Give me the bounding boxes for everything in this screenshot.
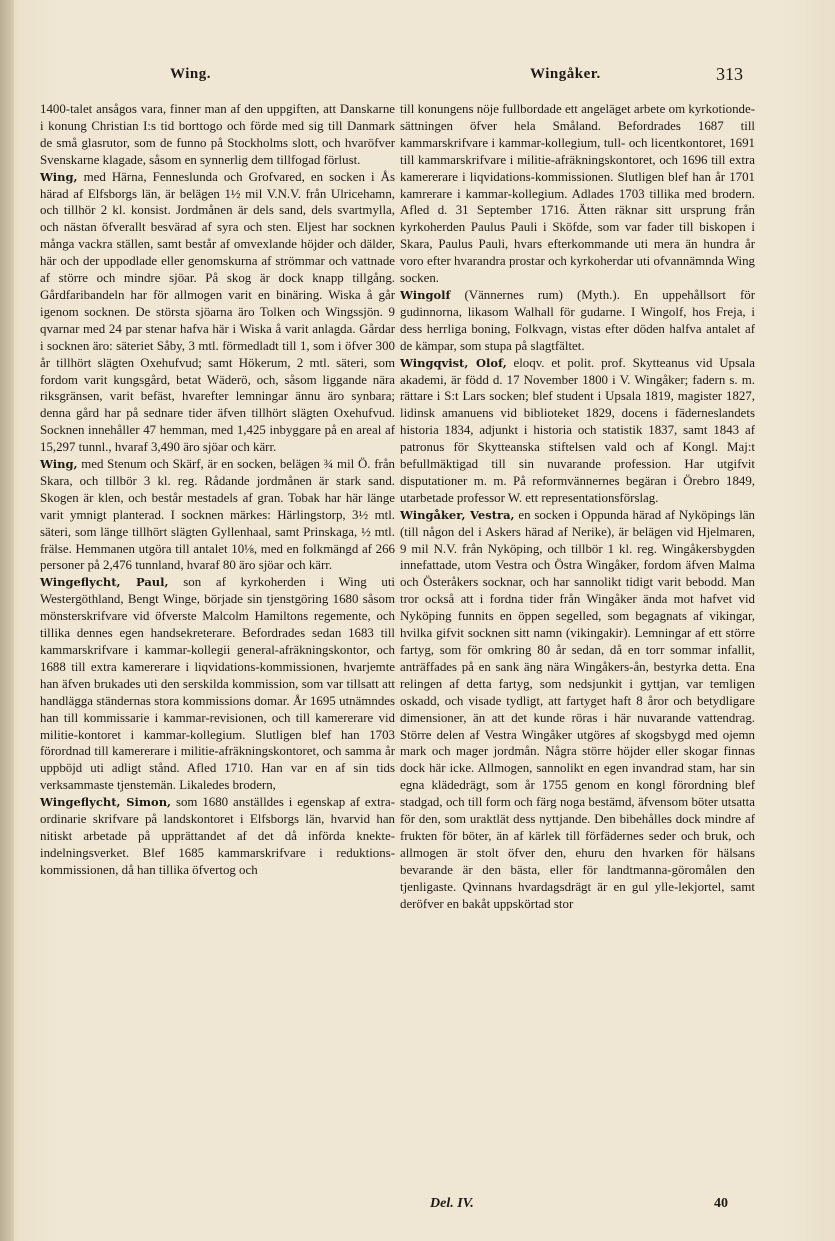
entry-text: till konungens nöje fullbordade ett angeläget arbete om kyrkotionde-sättningen öfver hela Småland. Befordrades 1687 till kammarskrifvare i kammar-kollegium, tull- och licentkontoret, 1691 till kammarskrifvare i militie-afräkningskontoret, och 1696 till extra kamererare i liqvidations-kommissionen. Slutligen blef han år 1701 kamrerare i kammar-kollegium. Adlades 1703 tillika med brodern. Afled d. 31 September 1716. Ätten räknar sitt ursprung från kyrkoherden Paulus Pauli i Sköfde, som var fader till biskopen i Skara, Paulus Pauli, hvars efterkommande uti mera än hundra år voro efter hvarandra prostar och kyrkoherdar uti ofvannämnda Wing socken.	[400, 102, 755, 286]
entry-paragraph	[40, 456, 395, 574]
entry-keyword: Wingeflycht, Simon,	[40, 795, 172, 810]
entry-text: som 1680 anställdes i egenskap af extra-ordinarie skrifvare på landskontoret i Elfsborgs län, hvarvid han nitiskt arbetade på upprättandet af det då införda knekte-indelningsverket. Blef 1685 kammarskrifvare i reduktions-kommissionen, då han tillika öfvertog och	[40, 795, 395, 877]
entry-paragraph	[40, 101, 395, 169]
left-column	[40, 101, 395, 879]
entry-text: med Härna, Fenneslunda och Grofvared, en socken i Ås härad af Elfsborgs län, är belägen 1½ mil V.N.V. från Ulricehamn, och tillhör 2 kl. konsist. Jordmånen är dels sand, dels svartmylla, och nästan öfverallt besvärad af syra och sten. Eljest har socknen många vackra ställen, samt består af omvexlande höjder och dälder, här och der uppodlade eller genomskurna af strömmar och vattnade af större och mindre sjöar. På skog är dock knapp tillgång. Gårdfaribandeln har för allmogen varit en binäring. Wiska å går igenom socknen. De största sjöarna äro Tolken och Wingssjön. 9 qvarnar med 24 par stenar hafva här i Wiska å varit anlagda. Gårdar i socknen äro: säteriet Såby, 3 mtl. förmedladt till 1, som i öfver 300 år tillhört slägten Oxehufvud; samt Hökerum, 2 mtl. säteri, som fordom varit kungsgård, betat Wäderö, och, såsom liggande nära riksgränsen, varit befäst, hvarefter lemningar ännu äro synbara; denna gård har på sednare tider äfven tillhört slägten Oxehufvud. Socknen innehåller 47 hemman, med 1,425 inbyggare på en areal af 15,297 tunnl., hvaraf 3,490 äro sjöar och kärr.	[40, 169, 395, 455]
signature-mark: 40	[714, 1196, 728, 1211]
header-left-keyword: Wing.	[170, 66, 211, 82]
volume-label: Del. IV.	[430, 1196, 474, 1211]
entry-text: eloqv. et polit. prof. Skytteanus vid Upsala akademi, är född d. 17 November 1800 i V. Wingåker; fadern s. m. rättare i S:t Lars socken; blef student i Upsala 1819, magister 1827, lidinsk amanuens vid biblioteket 1829, docens i fäderneslandets historia 1834, adjunkt i historia och statistik 1837, samt 1843 af patronus för Skytteanska stiftelsen vald och af Kongl. Maj:t befullmäktigad till sin nuvarande profession. Har utgifvit disputationer m. m. På reformvännernes begäran i Örebro 1849, utarbetade professor W. ett representationsförslag.	[400, 355, 755, 505]
entry-text: (Vännernes rum) (Myth.). En uppehållsort för gudinnorna, likasom Walhall för gudarne. I Wingolf, hos Freja, i dess herrliga boning, Folkvagn, vistas efter döden halfva antalet af de kämpar, som stupa på slagtfältet.	[400, 287, 755, 353]
entry-keyword: Wingeflycht, Paul,	[40, 575, 169, 590]
entry-paragraph	[40, 794, 395, 879]
entry-paragraph	[400, 287, 755, 355]
entry-keyword: Wing,	[40, 457, 78, 472]
entry-paragraph	[400, 507, 755, 913]
entry-paragraph	[400, 355, 755, 507]
entry-text: en socken i Oppunda härad af Nyköpings län (till någon del i Askers härad af Nerike), är belägen vid Hjelmaren, 9 mil N.V. från Nyköping, och tillbör 1 kl. reg. Wingåkersbygden innefattade, utom Vestra och Östra Wingåker, fordom äfven Malma och Österåkers socknar, och har sannolikt tidigt varit bebodd. Man tror också att i fordna tider från Wingåker ända mot hafvet vid Nyköping funnits en öppen segelled, som begagnats af vikingar, hvilka gifvit socknen sitt namn (vikingakir). Lemningar af ett större fartyg, som för omkring 80 år sedan, då en torr sommar infallit, anträffades på en sank äng nära Wingåkers-ån, bestyrka detta. Ena relingen af detta fartyg, som nedsjunkit i gyttjan, var temligen oskadd, och visade tydligt, att fartyget haft 8 åror och betydligare dimensioner, än att det kunde röras i här nuvarande vattendrag. Större delen af Vestra Wingåker utgöres af skogsbygd med ojemn mark och mager jordmån. Några större höjder eller skogar finnas dock här icke. Allmogen, sannolikt en egen invandrad stam, har sin egna klädedrägt, som år 1755 genom en kongl förordning blef stadgad, och till form och färg noga bestämd, äfvensom böter utsatta för den, som uraktlät dess nyttjande. Den bibehålles dock mindre af frukten för böter, än af kärlek till förfädernes seder och bruk, och allmogen är stolt öfver den, ehuru den hvarken för hälsans bevarande är den bästa, eller för landtmanna-göromålen den tjenligaste. Qvinnans hvardagsdrägt är en gul ylle-lekjortel, samt deröfver en bakåt uppskörtad stor	[400, 507, 755, 911]
page-footer	[0, 1196, 835, 1220]
entry-paragraph	[400, 101, 755, 287]
right-column	[400, 101, 755, 913]
entry-keyword: Wingqvist, Olof,	[400, 355, 507, 370]
header-right-keyword: Wingåker.	[530, 66, 601, 82]
entry-paragraph	[40, 169, 395, 456]
entry-keyword: Wingåker, Vestra,	[400, 507, 515, 522]
page-number: 313	[716, 64, 743, 84]
entry-keyword: Wingolf	[400, 287, 451, 302]
entry-text: med Stenum och Skärf, är en socken, belägen ¾ mil Ö. från Skara, och tillbör 3 kl. reg. Rådande jordmånen är stark sand. Skogen är klen, och består mestadels af gran. Tobak har här länge varit ymnigt planterad. I socknen märkes: Härlingstorp, 3½ mtl. säteri, som länge tillhört slägten Gyllenhaal, samt Prinskaga, ½ mtl. frälse. Hemmanen utgöra till antalet 10⅛, med en folkmängd af 266 personer på 2,476 tunnland, hvaraf 80 äro sjöar och kärr.	[40, 457, 395, 573]
entry-keyword: Wing,	[40, 169, 78, 184]
entry-paragraph	[40, 574, 395, 794]
running-header	[0, 66, 835, 90]
page-gutter	[0, 0, 14, 1241]
entry-text: 1400-talet ansågos vara, finner man af den uppgiften, att Danskarne i konung Christian I:s tid borttogo och förde med sig till Danmark de små glasrutor, som de funno på Stockholms slott, och hvaröfver Svenskarne klagade, såsom en synnerlig dem tillfogad förlust.	[40, 102, 395, 167]
entry-text: son af kyrkoherden i Wing uti Westergöthland, Bengt Winge, började sin tjenstgöring 1680 såsom mönsterskrifvare vid öfverste Malcolm Hamiltons regemente, och tillika dennes egen handsekreterare. Befordrades sedan 1683 till kammarskrifvare i kammar-kollegii general-afräkningskontor, och 1688 till extra kamererare i liqvidations-kommissionen, hvarjemte han äfven brukades uti den serskilda kommission, som var tillsatt att handlägga ständernas stora kommissions domar. År 1695 utnämndes han till kommissarie i kammar-revisionen, och till kamererare vid militie-kontoret i kammar-kollegium. Slutligen blef han 1703 förordnad till kamererare i militie-afräkningskontoret, och samma år uppböjd uti adligt stånd. Afled 1710. Han var en af sin tids verksammaste tjenstemän. Likaledes brodern,	[40, 575, 395, 793]
